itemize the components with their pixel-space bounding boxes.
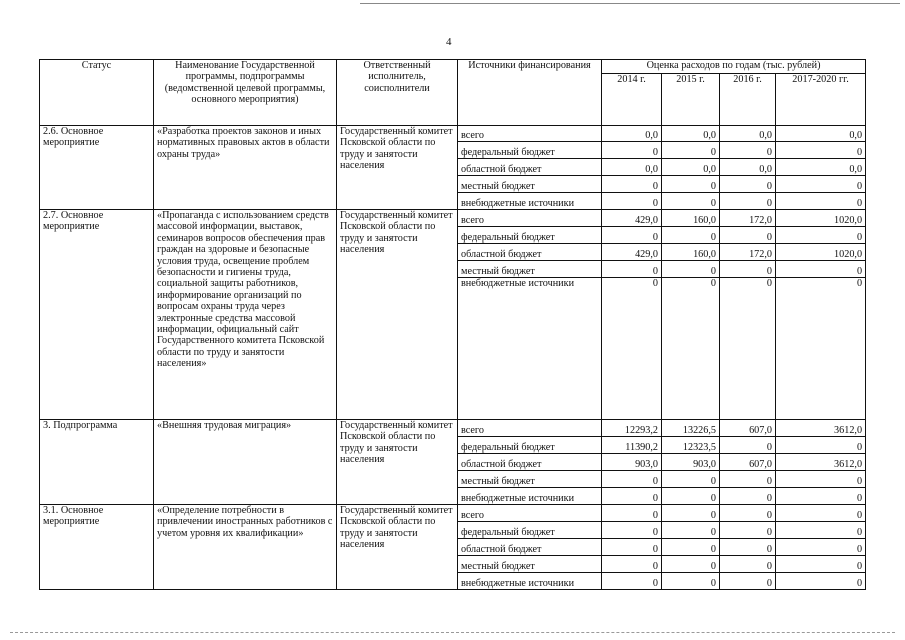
value-cell: 0 <box>776 556 866 573</box>
header-year-2015: 2015 г. <box>662 74 720 126</box>
value-cell: 0 <box>720 522 776 539</box>
source-label: федеральный бюджет <box>458 227 602 244</box>
value-cell: 0 <box>720 227 776 244</box>
source-label: местный бюджет <box>458 471 602 488</box>
value-cell: 0 <box>602 278 662 420</box>
bottom-scan-line <box>10 632 895 633</box>
table-row <box>40 126 866 142</box>
value-cell: 0 <box>720 471 776 488</box>
value-cell: 0 <box>720 573 776 590</box>
value-cell: 0,0 <box>602 126 662 142</box>
value-cell: 0 <box>602 522 662 539</box>
expenditure-table <box>39 59 866 590</box>
value-cell: 903,0 <box>662 454 720 471</box>
value-cell: 0 <box>720 193 776 210</box>
value-cell: 0 <box>602 142 662 159</box>
value-cell: 0,0 <box>776 126 866 142</box>
value-cell: 0 <box>602 261 662 278</box>
value-cell: 0,0 <box>720 159 776 176</box>
value-cell: 172,0 <box>720 244 776 261</box>
top-scan-line <box>360 3 900 4</box>
value-cell: 0 <box>776 227 866 244</box>
value-cell: 0 <box>776 471 866 488</box>
value-cell: 0 <box>662 261 720 278</box>
value-cell: 0 <box>776 437 866 454</box>
value-cell: 0 <box>602 471 662 488</box>
value-cell: 0 <box>776 488 866 505</box>
value-cell: 0 <box>602 505 662 522</box>
value-cell: 0 <box>720 437 776 454</box>
value-cell: 0,0 <box>662 159 720 176</box>
row-status: 3.1. Основное мероприятие <box>40 505 154 590</box>
value-cell: 0 <box>776 176 866 193</box>
source-label: всего <box>458 210 602 227</box>
row-name: «Определение потребности в привлечении иностранных работников с учетом уровня их квалификации» <box>154 505 337 590</box>
row-executor: Государственный комитет Псковской области по труду и занятости населения <box>337 420 458 505</box>
value-cell: 903,0 <box>602 454 662 471</box>
source-label: всего <box>458 126 602 142</box>
source-label: областной бюджет <box>458 159 602 176</box>
value-cell: 172,0 <box>720 210 776 227</box>
source-label: федеральный бюджет <box>458 437 602 454</box>
value-cell: 0 <box>602 539 662 556</box>
row-name: «Разработка проектов законов и иных нормативных правовых актов в области охраны труда» <box>154 126 337 210</box>
value-cell: 0 <box>662 227 720 244</box>
source-label: областной бюджет <box>458 539 602 556</box>
value-cell: 3612,0 <box>776 420 866 437</box>
row-executor: Государственный комитет Псковской области по труду и занятости населения <box>337 210 458 420</box>
row-executor: Государственный комитет Псковской области по труду и занятости населения <box>337 505 458 590</box>
row-status: 2.6. Основное мероприятие <box>40 126 154 210</box>
header-status: Статус <box>40 60 154 126</box>
value-cell: 0 <box>602 176 662 193</box>
value-cell: 0 <box>662 176 720 193</box>
value-cell: 0 <box>776 278 866 420</box>
value-cell: 0 <box>776 573 866 590</box>
value-cell: 0 <box>662 142 720 159</box>
value-cell: 0 <box>776 193 866 210</box>
value-cell: 607,0 <box>720 454 776 471</box>
value-cell: 0,0 <box>720 126 776 142</box>
value-cell: 13226,5 <box>662 420 720 437</box>
header-sources: Источники финансирования <box>458 60 602 126</box>
value-cell: 0 <box>602 573 662 590</box>
value-cell: 0 <box>662 488 720 505</box>
source-label: областной бюджет <box>458 454 602 471</box>
value-cell: 160,0 <box>662 244 720 261</box>
value-cell: 0 <box>776 261 866 278</box>
header-name: Наименование Государственной программы, подпрограммы (ведомственной целевой программы, основного мероприятия) <box>154 60 337 126</box>
value-cell: 0 <box>662 556 720 573</box>
page-number: 4 <box>446 36 452 48</box>
source-label: внебюджетные источники <box>458 573 602 590</box>
row-name: «Внешняя трудовая миграция» <box>154 420 337 505</box>
value-cell: 0 <box>662 573 720 590</box>
value-cell: 0 <box>602 488 662 505</box>
table-row <box>40 505 866 522</box>
value-cell: 0 <box>662 505 720 522</box>
source-label: внебюджетные источники <box>458 193 602 210</box>
header-estimate: Оценка расходов по годам (тыс. рублей) <box>602 60 866 74</box>
source-label: областной бюджет <box>458 244 602 261</box>
value-cell: 429,0 <box>602 244 662 261</box>
value-cell: 0 <box>776 522 866 539</box>
header-row-1 <box>40 60 866 74</box>
table-row <box>40 420 866 437</box>
value-cell: 0 <box>720 142 776 159</box>
header-year-2017-2020: 2017-2020 гг. <box>776 74 866 126</box>
value-cell: 0 <box>602 193 662 210</box>
row-name: «Пропаганда с использованием средств массовой информации, выставок, семинаров вопросов обеспечения прав граждан на здоровые и безопасные условия труда, освещение проблем безопасности и гигиены труда, социальной защиты работников, информирование организаций по вопросам охраны труда через электронные средства массовой информации, официальный сайт Государственного комитета Псковской области по труду и занятости населения» <box>154 210 337 420</box>
value-cell: 0 <box>602 227 662 244</box>
value-cell: 11390,2 <box>602 437 662 454</box>
source-label: федеральный бюджет <box>458 142 602 159</box>
value-cell: 1020,0 <box>776 210 866 227</box>
value-cell: 0 <box>776 142 866 159</box>
value-cell: 0 <box>720 539 776 556</box>
source-label: местный бюджет <box>458 176 602 193</box>
value-cell: 0 <box>662 193 720 210</box>
row-executor: Государственный комитет Псковской области по труду и занятости населения <box>337 126 458 210</box>
value-cell: 0,0 <box>602 159 662 176</box>
value-cell: 0 <box>720 488 776 505</box>
value-cell: 0 <box>720 505 776 522</box>
value-cell: 0 <box>720 556 776 573</box>
value-cell: 0 <box>662 522 720 539</box>
value-cell: 0 <box>662 278 720 420</box>
value-cell: 0 <box>720 261 776 278</box>
value-cell: 0 <box>662 539 720 556</box>
value-cell: 0,0 <box>662 126 720 142</box>
source-label: внебюджетные источники <box>458 488 602 505</box>
value-cell: 0 <box>776 539 866 556</box>
value-cell: 0 <box>720 278 776 420</box>
header-year-2014: 2014 г. <box>602 74 662 126</box>
header-year-2016: 2016 г. <box>720 74 776 126</box>
value-cell: 12323,5 <box>662 437 720 454</box>
source-label: внебюджетные источники <box>458 278 602 420</box>
value-cell: 12293,2 <box>602 420 662 437</box>
source-label: местный бюджет <box>458 261 602 278</box>
source-label: федеральный бюджет <box>458 522 602 539</box>
value-cell: 1020,0 <box>776 244 866 261</box>
row-status: 2.7. Основное мероприятие <box>40 210 154 420</box>
value-cell: 0 <box>602 556 662 573</box>
value-cell: 3612,0 <box>776 454 866 471</box>
value-cell: 0 <box>720 176 776 193</box>
value-cell: 429,0 <box>602 210 662 227</box>
value-cell: 0,0 <box>776 159 866 176</box>
source-label: всего <box>458 505 602 522</box>
source-label: всего <box>458 420 602 437</box>
value-cell: 0 <box>776 505 866 522</box>
value-cell: 160,0 <box>662 210 720 227</box>
value-cell: 0 <box>662 471 720 488</box>
value-cell: 607,0 <box>720 420 776 437</box>
table-row <box>40 210 866 227</box>
header-executor: Ответственный исполнитель, соисполнители <box>337 60 458 126</box>
source-label: местный бюджет <box>458 556 602 573</box>
row-status: 3. Подпрограмма <box>40 420 154 505</box>
